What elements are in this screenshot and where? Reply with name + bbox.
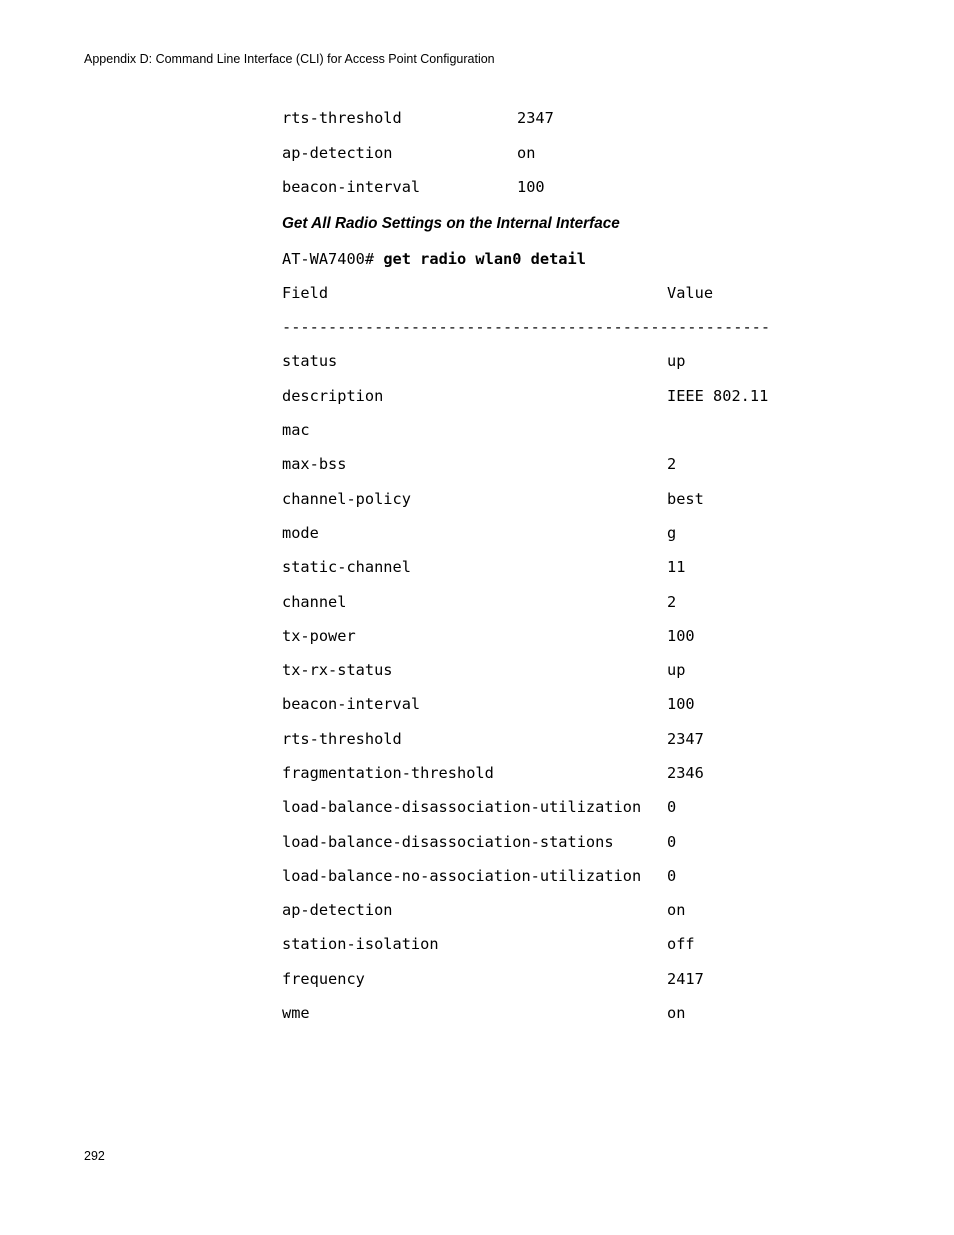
setting-value: 100 <box>517 178 545 196</box>
field-value: 2417 <box>667 970 704 988</box>
field-name: rts-threshold <box>282 730 402 748</box>
table-row <box>282 832 677 852</box>
field-value: 0 <box>667 798 677 816</box>
field-value: 2347 <box>667 730 704 748</box>
field-name: description <box>282 387 384 405</box>
field-value: 2 <box>667 455 677 473</box>
field-name: max-bss <box>282 455 347 473</box>
table-row <box>282 626 695 646</box>
setting-key: beacon-interval <box>282 178 421 196</box>
field-value: 0 <box>667 867 677 885</box>
section-heading: Get All Radio Settings on the Internal Interface <box>282 215 620 232</box>
field-name: channel <box>282 593 347 611</box>
field-value: on <box>667 1004 686 1022</box>
table-header-row <box>282 283 714 303</box>
field-name: ap-detection <box>282 901 393 919</box>
running-header: Appendix D: Command Line Interface (CLI) for Access Point Configuration <box>84 52 495 66</box>
table-row <box>282 454 677 474</box>
field-name: tx-power <box>282 627 356 645</box>
field-name: wme <box>282 1004 310 1022</box>
setting-row <box>282 143 536 163</box>
setting-key: rts-threshold <box>282 109 402 127</box>
table-row <box>282 386 769 406</box>
column-header-field: Field <box>282 284 329 302</box>
field-name: beacon-interval <box>282 695 421 713</box>
table-row <box>282 969 704 989</box>
field-value: 0 <box>667 833 677 851</box>
table-row <box>282 557 686 577</box>
cli-prompt: AT-WA7400# <box>282 250 375 268</box>
field-value: g <box>667 524 677 542</box>
field-name: load-balance-disassociation-stations <box>282 833 614 851</box>
table-row <box>282 797 677 817</box>
field-value: on <box>667 901 686 919</box>
table-row <box>282 1003 686 1023</box>
table-row <box>282 729 704 749</box>
table-row <box>282 900 686 920</box>
table-row <box>282 934 695 954</box>
setting-key: ap-detection <box>282 144 393 162</box>
field-name: station-isolation <box>282 935 439 953</box>
setting-value: 2347 <box>517 109 554 127</box>
table-row <box>282 420 319 440</box>
field-value: 100 <box>667 695 695 713</box>
table-row <box>282 351 686 371</box>
field-value: IEEE 802.11 <box>667 387 769 405</box>
cli-command: get radio wlan0 detail <box>383 250 586 268</box>
table-divider: ----------------------------------------------------- <box>282 318 771 336</box>
field-value: 11 <box>667 558 686 576</box>
field-value: best <box>667 490 704 508</box>
field-value: up <box>667 352 686 370</box>
field-name: status <box>282 352 338 370</box>
field-name: mac <box>282 421 310 439</box>
table-row <box>282 592 677 612</box>
field-name: frequency <box>282 970 365 988</box>
field-name: load-balance-disassociation-utilization <box>282 798 642 816</box>
setting-row <box>282 108 554 128</box>
field-value: 2 <box>667 593 677 611</box>
column-header-value: Value <box>667 284 714 302</box>
command-line <box>282 249 586 269</box>
setting-row <box>282 177 545 197</box>
field-value: 100 <box>667 627 695 645</box>
field-name: mode <box>282 524 319 542</box>
field-name: channel-policy <box>282 490 411 508</box>
table-row <box>282 523 677 543</box>
field-value: off <box>667 935 695 953</box>
table-row <box>282 489 704 509</box>
field-name: tx-rx-status <box>282 661 393 679</box>
table-row <box>282 694 695 714</box>
page-number: 292 <box>84 1149 105 1163</box>
setting-value: on <box>517 144 536 162</box>
field-name: load-balance-no-association-utilization <box>282 867 642 885</box>
table-row <box>282 763 704 783</box>
field-name: fragmentation-threshold <box>282 764 494 782</box>
field-value: up <box>667 661 686 679</box>
field-name: static-channel <box>282 558 411 576</box>
field-value: 2346 <box>667 764 704 782</box>
table-row <box>282 660 686 680</box>
table-row <box>282 866 677 886</box>
